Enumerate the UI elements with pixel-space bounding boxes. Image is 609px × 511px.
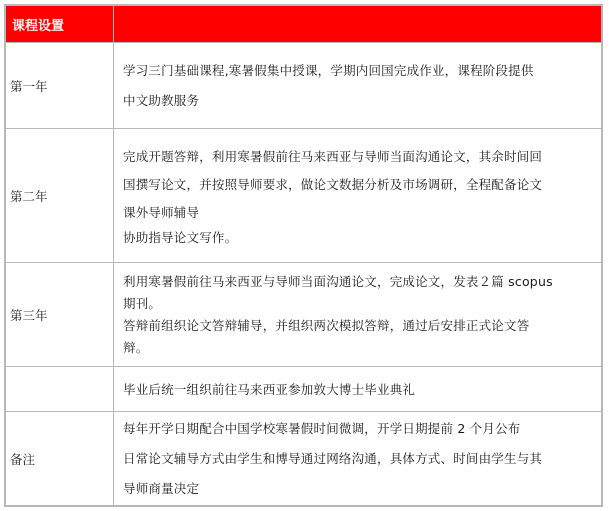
row-content-graduation (114, 367, 602, 412)
content-line: 利用寒暑假前往马来西亚与导师当面沟通论文，完成论文，发表２篇 scopus (123, 273, 553, 289)
content-line: 国撰写论文，并按照导师要求，做论文数据分析及市场调研，全程配备论文 (123, 176, 543, 192)
row-label-notes: 备注 (6, 412, 114, 506)
table-row (6, 367, 602, 412)
content-line: 辩。 (123, 339, 149, 355)
row-content-year-3 (114, 263, 602, 367)
content-line: 期刊。 (123, 295, 162, 311)
row-content-year-2 (114, 129, 602, 263)
content-line: 答辩前组织论文答辩辅导，并组织两次模拟答辩，通过后安排正式论文答 (123, 317, 530, 333)
course-table-container (4, 4, 603, 507)
table-row (6, 43, 602, 129)
content-line: 学习三门基础课程,寒暑假集中授课，学期内回国完成作业，课程阶段提供 (123, 62, 534, 78)
content-line: 协助指导论文写作。 (123, 229, 238, 245)
row-content-year-1 (114, 43, 602, 129)
table-row (6, 129, 602, 263)
content-line: 课外导师辅导 (123, 204, 200, 220)
row-label-year-1: 第一年 (6, 43, 114, 129)
header-blank (114, 6, 602, 43)
row-label-graduation (6, 367, 114, 412)
content-line: 中文助教服务 (123, 92, 200, 108)
row-label-year-2: 第二年 (6, 129, 114, 263)
content-line: 完成开题答辩，利用寒暑假前往马来西亚与导师当面沟通论文，其余时间回 (123, 148, 543, 164)
row-label-year-3: 第三年 (6, 263, 114, 367)
table-header-row (6, 6, 602, 43)
content-line: 每年开学日期配合中国学校寒暑假时间微调，开学日期提前 2 个月公布 (123, 420, 521, 436)
content-line: 导师商量决定 (123, 480, 200, 496)
table-row (6, 263, 602, 367)
header-course-settings: 课程设置 (6, 6, 114, 43)
content-line: 毕业后统一组织前往马来西亚参加敦大博士毕业典礼 (123, 382, 416, 397)
course-schedule-table (5, 5, 602, 506)
content-line: 日常论文辅导方式由学生和博导通过网络沟通，具体方式、时间由学生与其 (123, 450, 543, 466)
row-content-notes (114, 412, 602, 506)
table-row (6, 412, 602, 506)
